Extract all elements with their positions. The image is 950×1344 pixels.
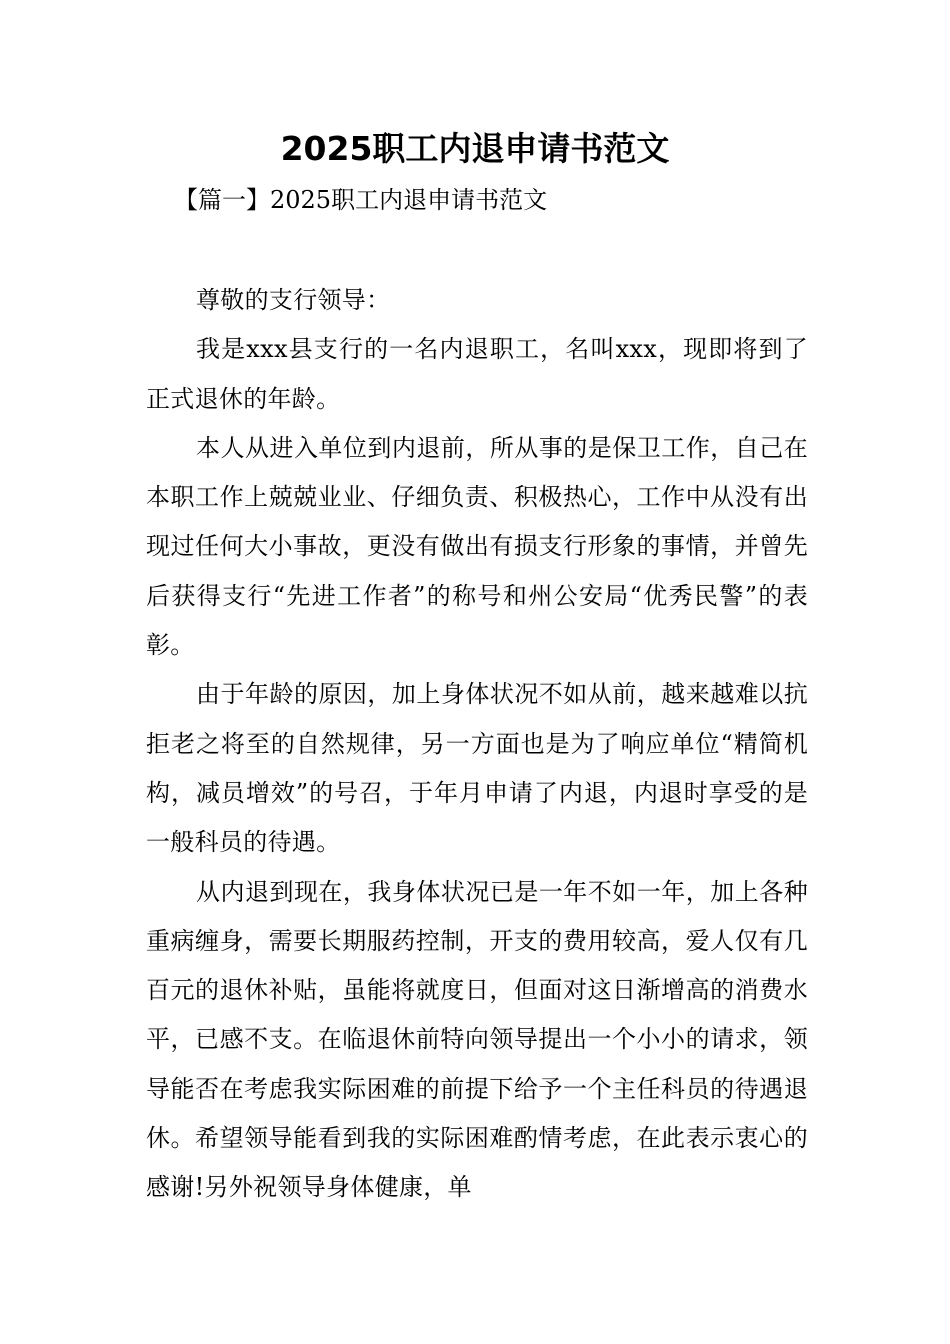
document-body [146, 276, 808, 1213]
body-paragraph: 本人从进入单位到内退前，所从事的是保卫工作，自己在本职工作上兢兢业业、仔细负责、积极热心，工作中从没有出现过任何大小事故，更没有做出有损支行形象的事情，并曾先后获得支行“先进工作者”的称号和州公安局“优秀民警”的表彰。 [146, 433, 808, 660]
document-title: 2025职工内退申请书范文 [280, 129, 670, 168]
body-paragraph: 我是xxx县支行的一名内退职工，名叫xxx，现即将到了正式退休的年龄。 [146, 335, 808, 413]
section-heading: 【篇一】2025职工内退申请书范文 [174, 186, 548, 214]
salutation-paragraph: 尊敬的支行领导： [196, 286, 391, 314]
body-paragraph: 由于年龄的原因，加上身体状况不如从前，越来越难以抗拒老之将至的自然规律，另一方面也是为了响应单位“精简机构，减员增效”的号召，于年月申请了内退，内退时享受的是一般科员的待遇。 [146, 680, 808, 857]
body-paragraph: 从内退到现在，我身体状况已是一年不如一年，加上各种重病缠身，需要长期服药控制，开支的费用较高，爱人仅有几百元的退休补贴，虽能将就度日，但面对这日渐增高的消费水平，已感不支。在临退休前特向领导提出一个小小的请求，领导能否在考虑我实际困难的前提下给予一个主任科员的待遇退休。希望领导能看到我的实际困难酌情考虑，在此表示衷心的感谢!另外祝领导身体健康，单 [146, 877, 808, 1202]
